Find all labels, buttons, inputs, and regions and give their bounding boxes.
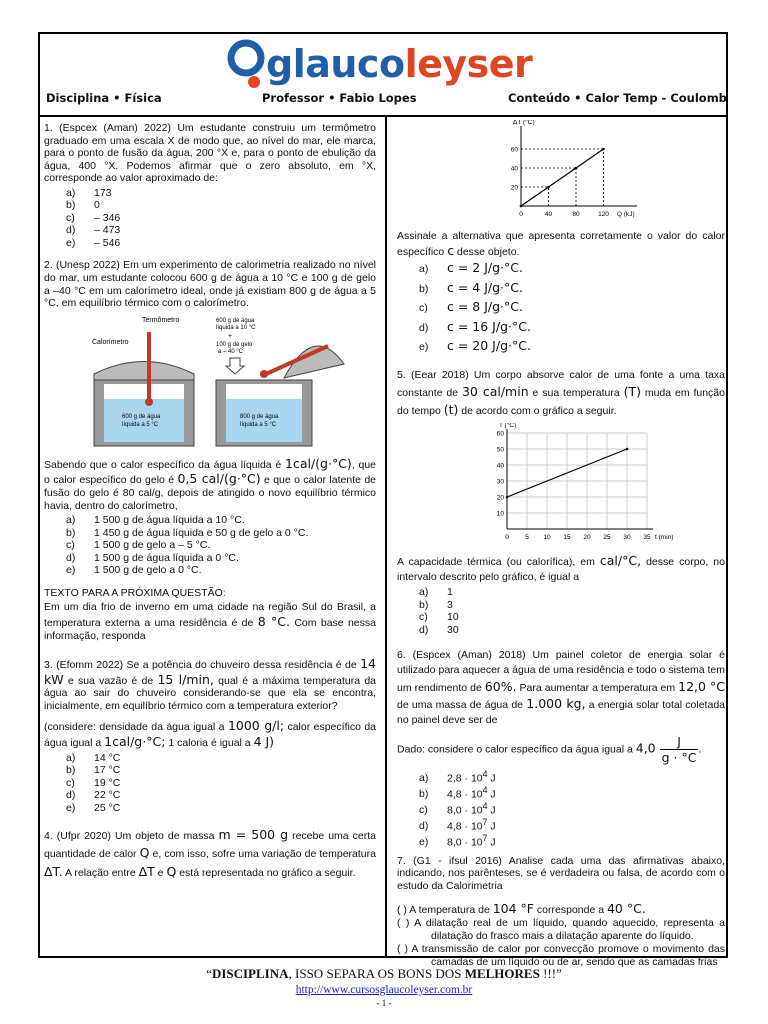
footer-word-2: , ISSO SEPARA OS BONS DOS [288,966,465,981]
q2-option-b-text: 1 450 g de água líquida e 50 g de gelo a 0 °C. [94,526,309,539]
q1-option-a-letter: a) [66,186,76,199]
q4-option-b-text: c = 4 J/g·°C. [447,279,523,295]
q5-option-b-letter: b) [419,598,429,611]
q2-text2a: Sabendo que o calor específico da água líquida é [44,458,285,471]
q2-options [66,514,376,577]
logo-text-part2: leyser [404,42,533,86]
q3-math-1: 14 kW [44,656,376,687]
label-add-1: 600 g de água [216,317,255,324]
footer-motto [0,966,768,982]
x-tick-label-0: 0 [505,534,509,542]
q7-item-2[interactable]: ( ) A dilatação real de um líquido, quando aquecido, representa a dilatação do frasco mais a dilatação aparente do líquido. [397,917,725,942]
q7-item-1-b: corresponde a [534,903,607,916]
q4-continuation [397,230,725,358]
q3-option-a[interactable] [66,752,376,765]
x-tick-label-6: 30 [623,534,631,542]
q6-option-b-exp: 4 [482,784,488,795]
q1-option-e-text: – 546 [94,236,121,249]
q4-t2: recebe uma certa quantidade de calor [44,830,376,861]
question-2 [44,259,376,576]
q4-after-math: c [447,242,455,258]
label-water-left-2: líquida a 5 °C [122,421,159,428]
q5-math-3: (t) [443,402,459,418]
q6-option-b-letter: b) [419,788,429,801]
q2-option-a-text: 1 500 g de água líquida a 10 °C. [94,514,245,527]
q6-option-a-mant: 2,8 [447,772,462,785]
q4-t5: e [154,866,167,879]
q2-option-d-letter: d) [66,551,76,564]
header-professor: Professor • Fabio Lopes [262,91,417,105]
x-tick-label-2: 10 [543,534,551,542]
q1-option-a-text: 173 [94,186,112,199]
q3-option-b-text: 17 °C [94,764,121,777]
footer-word-1: DISCIPLINA [211,966,289,981]
intro-text-block [44,587,376,642]
q6-dado: Dado: considere o calor específico da água igual a 4,0 $\frac{J}{g \cdot ^\circ C}$ . [397,733,702,765]
label-calorimetro: Calorímetro [92,338,129,346]
q2-option-d[interactable] [66,552,376,565]
q1-option-c-letter: c) [66,211,75,224]
q3-option-a-letter: a) [66,751,76,764]
q4-option-b-letter: b) [419,282,429,295]
down-arrow-icon [226,358,244,374]
q4-chart [397,120,725,220]
q4-t1: 4. (Ufpr 2020) Um objeto de massa [44,830,219,843]
data-point-1 [547,186,550,189]
left-water-shape [104,399,184,442]
q2-option-b-letter: b) [66,526,76,539]
q6-fraction [660,734,699,765]
q3-option-c-text: 19 °C [94,776,121,789]
q2-text2b: , que o calor específico do gelo é [44,458,376,487]
q5-math-1: 30 cal/min [461,383,529,399]
q6-option-c-mant: 8,0 [447,804,462,817]
q6-dado-text: Dado: considere o calor específico da água igual a [397,743,636,756]
q3-option-b-letter: b) [66,764,76,777]
question-1 [44,122,376,249]
q7-item-1-math2: 40 °C. [606,900,646,916]
q3-option-d-text: 22 °C [94,789,121,802]
y-tick-label-0: 20 [510,184,518,192]
footer-word-4: !!!” [539,966,562,981]
q2-option-b[interactable] [66,527,376,540]
q3-cmath-3: 4 J) [253,734,275,750]
q2-calorimeter-figure [44,314,376,454]
q4-option-c-letter: c) [419,302,428,315]
q4-options [419,260,725,358]
q4-option-a-text: c = 2 J/g·°C. [447,260,523,276]
data-point-0 [506,496,509,499]
intro-text-a: Em um dia frio de inverno em uma cidade na região Sul do Brasil, a temperatura externa a uma residência é de [44,601,376,629]
q6-option-d[interactable]: d) $4,8 \cdot 10^7$ J [419,816,496,833]
q5-question [397,553,725,584]
q3-cmath-1: 1000 g/l; [227,718,285,734]
q4-after2: desse objeto. [454,245,520,258]
q3-option-c[interactable] [66,777,376,790]
series-line [521,149,604,206]
header-disciplina: Disciplina • Física [46,91,162,105]
q1-option-a[interactable] [66,187,376,200]
label-add-3: 100 g de gelo [216,341,253,348]
x-axis-label: Q (kJ) [617,211,635,218]
q4-option-a[interactable] [419,260,725,280]
intro-math: 8 °C. [257,613,290,629]
q4-text [44,826,376,881]
q6-option-a-unit: J [490,772,496,785]
q2-option-d-text: 1 500 g de água líquida a 0 °C. [94,551,239,564]
q6-option-a-exp: 4 [482,768,488,779]
q5-q-b: desse corpo, no intervalo descrito pelo gráfico, é igual a [397,556,725,584]
left-column [44,122,376,883]
y-tick-label-1: 40 [510,165,518,173]
q6-option-d-exp: 7 [482,816,488,827]
q4-t6: está representada no gráfico a seguir. [176,866,356,879]
q6-option-c-exp: 4 [482,800,488,811]
x-tick-label-0: 0 [519,211,523,218]
q1-option-b[interactable] [66,199,376,212]
q2-option-c-letter: c) [66,539,75,552]
q5-chart [397,423,725,547]
q4-option-d-text: c = 16 J/g·°C. [447,318,531,334]
q1-option-d-text: – 473 [94,224,121,237]
right-water-shape [226,399,302,442]
right-column [397,120,725,970]
q5-math-2: (T) [623,383,641,399]
q6-option-d-mant: 4,8 [447,820,462,833]
q5-option-d-text: 30 [447,623,459,636]
data-point-1 [626,448,629,451]
q2-option-c-text: 1 500 g de gelo a – 5 °C. [94,539,211,552]
x-tick-label-1: 5 [525,534,529,542]
q2-option-c[interactable] [66,539,376,552]
q4-option-d-letter: d) [419,321,429,334]
y-tick-label-1: 20 [496,494,504,502]
q3-option-b[interactable] [66,764,376,777]
q4-option-e[interactable] [419,338,725,358]
q4-math-4: ΔT [138,863,155,879]
q3-text [44,656,376,712]
q7-item-1-a: ( ) A temperatura de [397,903,493,916]
q5-option-d[interactable] [419,624,725,637]
q6-option-b-unit: J [490,788,496,801]
q6-frac-num: J [660,734,699,750]
q2-option-e-letter: e) [66,564,76,577]
q4-math-3: ΔT. [44,863,63,879]
q3-option-a-text: 14 °C [94,751,121,764]
footer-word-3: MELHORES [464,966,540,981]
q6-option-a-letter: a) [419,772,429,785]
q3-option-d-letter: d) [66,789,76,802]
q4-math-2: Q [139,845,150,861]
q7-text: 7. (G1 - ifsul 2016) Analise cada uma das afirmativas abaixo, indicando, nos parênteses, se é verdadeira ou falsa, de acordo com o estudo da Calorimetria [397,854,725,893]
q5-text [397,368,725,420]
q6-frac-den: g · °C [661,749,697,765]
q5-q-math: cal/°C, [599,553,642,569]
q6-t3: de uma massa de água de [397,699,527,712]
y-tick-label-4: 50 [496,446,504,454]
question-4 [44,826,376,881]
x-tick-label-1: 40 [544,211,553,218]
q6-math-2: 12,0 °C [678,678,725,694]
q7-item-3[interactable]: ( ) A transmissão de calor por convecção promove o movimento das camadas de um líquido ou de ar, sendo que as camadas frias [397,943,725,968]
right-thermometer-bulb-icon [260,370,268,378]
footer-url-link[interactable]: http://www.cursosglaucoleyser.com.br [295,984,473,996]
left-thermometer-bulb-icon [145,398,153,406]
q3-option-e[interactable] [66,802,376,815]
q3-option-d[interactable] [66,789,376,802]
logo-text-part1: glauco [266,42,405,86]
q5-q-a: A capacidade térmica (ou calorífica), em [397,556,600,569]
q2-text2c: e que o calor latente de fusão do gelo é 80 cal/g, depois de atingido o novo equilíbrio térmico havia, dentro do calorímetro, [44,474,376,512]
label-water-left-1: 600 g de água [122,413,161,420]
y-tick-label-0: 10 [496,510,504,518]
header-divider [40,115,726,117]
y-tick-label-3: 40 [496,462,504,470]
q4-option-d[interactable] [419,319,725,339]
q1-text: 1. (Espcex (Aman) 2022) Um estudante construiu um termômetro graduado em uma escala X de modo que, ao nível do mar, ele marca, para o ponto de fusão da água, 200 °X e, para o ponto de ebulição da água, 400 °X. Podemos afirmar que o zero absoluto, em °X, corresponde ao valor aproximado de: [44,122,376,185]
q1-option-d[interactable] [66,224,376,237]
q2-math-2: 0,5 cal/(g·°C) [177,471,261,487]
q6-math-1: 60%. [484,678,517,694]
q6-math-3: 1.000 kg, [526,696,586,712]
q1-options [66,187,376,250]
q5-t2: e sua temperatura [528,386,624,399]
q6-t4: a energia solar total coletada no painel deve ser de [397,699,725,727]
x-tick-label-7: 35 [643,534,651,542]
q6-t2: Para aumentar a temperatura em [516,681,679,694]
q6-option-e-letter: e) [419,836,429,849]
q4-t4: A relação entre [62,866,139,879]
x-tick-label-4: 20 [583,534,591,542]
q4-option-b[interactable] [419,280,725,300]
q7-items [397,901,725,969]
label-add-2: líquida a 10 °C [216,324,256,331]
q2-option-e[interactable] [66,564,376,577]
q4-option-c[interactable] [419,299,725,319]
q5-option-c-letter: c) [419,611,428,624]
q6-dado-coef: 4,0 [635,740,656,756]
q5-option-c-text: 10 [447,611,459,624]
q3-t2: e sua vazão é de [63,674,158,687]
q5-option-a-letter: a) [419,586,429,599]
q4-math-1: m = 500 g [218,827,289,843]
q3-t3: qual é a máxima temperatura da água ao sair do chuveiro considerando-se que ela se encontra, inicialmente, em equilíbrio térmico com a temperatura exterior? [44,674,377,712]
q5-t4: de acordo com o gráfico a seguir. [458,405,617,418]
q3-c3: 1 caloria é igual a [165,737,254,750]
logo-mark-icon [222,38,270,90]
q3-option-e-text: 25 °C [94,801,121,814]
q4-option-e-letter: e) [419,341,429,354]
y-axis-label: T (°C) [499,423,517,430]
data-point-2 [575,167,578,170]
q4-option-a-letter: a) [419,263,429,276]
q3-consider [44,718,376,749]
q6-t1: 6. (Espcex (Aman) 2018) Um painel coletor de energia solar é utilizado para aquecer a água de uma residência e todo o sistema tem um rendimento de [397,649,725,694]
brand-logo [222,38,552,90]
question-5 [397,368,725,637]
q3-option-e-letter: e) [66,801,76,814]
q1-option-c-text: – 346 [94,211,121,224]
q2-math-1: 1cal/(g·°C) [285,455,352,471]
question-6 [397,648,725,848]
intro-title: TEXTO PARA A PRÓXIMA QUESTÃO: [44,586,226,599]
q4-option-c-text: c = 8 J/g·°C. [447,299,523,315]
data-point-3 [602,148,605,151]
q6-option-e-exp: 7 [482,832,488,843]
q3-c2: calor específico da água igual a [44,721,376,750]
q6-option-b-mant: 4,8 [447,788,462,801]
x-tick-label-3: 120 [598,211,609,218]
y-tick-label-2: 30 [496,478,504,486]
q1-option-b-letter: b) [66,199,76,212]
q6-option-b[interactable]: b) $4,8 \cdot 10^4$ J [419,784,496,801]
q1-option-b-text: 0 [94,199,100,212]
q1-option-e[interactable] [66,237,376,250]
label-termometro: Termômetro [142,316,180,324]
q6-text [397,648,725,727]
q1-option-d-letter: d) [66,224,76,237]
q4-after: Assinale a alternativa que apresenta corretamente o valor do calor específico [397,230,725,258]
q7-item-1[interactable] [397,901,725,917]
q2-option-a-letter: a) [66,514,76,527]
q2-option-a[interactable] [66,514,376,527]
label-plus: + [228,332,233,340]
q5-option-b-text: 3 [447,598,453,611]
q4-option-e-text: c = 20 J/g·°C. [447,338,531,354]
q5-option-d-letter: d) [419,623,429,636]
q3-c1: (considere: densidade da água igual a [44,721,228,734]
q6-options [419,769,725,849]
question-3 [44,656,376,814]
y-tick-label-5: 60 [496,430,504,438]
q6-option-c-letter: c) [419,804,428,817]
q5-options [419,586,725,636]
q6-option-d-letter: d) [419,820,429,833]
q2-text: 2. (Unesp 2022) Em um experimento de calorimetria realizado no nível do mar, um estudante colocou 600 g de água a 10 °C e 100 g de gelo a –40 °C em um calorímetro ideal, onde já existiam 800 g de água a 5 °C, em equilíbrio térmico com o calorímetro. [44,259,376,310]
q5-option-c[interactable] [419,611,725,624]
left-thermometer-icon [147,332,151,400]
q4-math-5: Q [166,863,177,879]
q3-cmath-2: 1cal/g·°C; [104,734,166,750]
q6-option-a[interactable]: a) $2,8 \cdot 10^4$ J [419,768,496,785]
footer-url-row [0,984,768,998]
q6-option-e-mant: 8,0 [447,836,462,849]
question-7 [397,855,725,969]
left-lid-shape [94,361,194,380]
header-conteudo: Conteúdo • Calor Temp - Coulomb [508,91,727,105]
q4-after-text [397,230,725,258]
logo-text [266,42,532,88]
footer-quote-open: “ [206,966,212,981]
q6-option-e[interactable]: e) $8,0 \cdot 10^7$ J [419,832,496,849]
q2-option-e-text: 1 500 g de gelo a 0 °C. [94,564,202,577]
q2-data-text [44,456,376,512]
y-axis-label: ΔT (°C) [513,120,535,126]
q4-t3: e, com isso, sofre uma variação de temperatura [149,848,376,861]
x-tick-label-2: 80 [572,211,580,218]
column-divider [385,117,387,957]
q1-option-c[interactable] [66,212,376,225]
q1-option-e-letter: e) [66,236,76,249]
q7-item-1-math: 104 °F [492,900,534,916]
y-tick-label-2: 60 [510,146,518,154]
q6-option-d-unit: J [490,820,496,833]
q5-option-b[interactable] [419,599,725,612]
footer-page-number: - 1 - [376,998,392,1008]
q6-option-e-unit: J [490,836,496,849]
q6-option-c[interactable]: c) $8,0 \cdot 10^4$ J [419,800,496,817]
intro-text [44,601,376,642]
q6-option-c-unit: J [490,804,496,817]
label-water-right-1: 800 g de água [240,413,279,420]
label-add-4: a – 40 °C [218,348,244,355]
label-water-right-2: líquida a 5 °C [240,421,277,428]
q3-options [66,752,376,815]
q3-t1: 3. (Efomm 2022) Se a potência do chuveiro dessa residência é de [44,659,361,672]
q5-option-a-text: 1 [447,586,453,599]
q5-option-a[interactable] [419,586,725,599]
q5-t3: muda em função do tempo [397,386,725,418]
x-tick-label-5: 25 [603,534,611,542]
x-axis-label: t (min) [655,534,674,542]
q3-math-2: 15 l/min, [157,671,214,687]
x-tick-label-3: 15 [563,534,571,542]
data-point-0 [520,205,523,208]
q3-option-c-letter: c) [66,776,75,789]
q5-t1: 5. (Eear 2018) Um corpo absorve calor de uma fonte a uma taxa constante de [397,368,725,399]
intro-text-b: Com base nessa informação, responda [44,616,376,642]
